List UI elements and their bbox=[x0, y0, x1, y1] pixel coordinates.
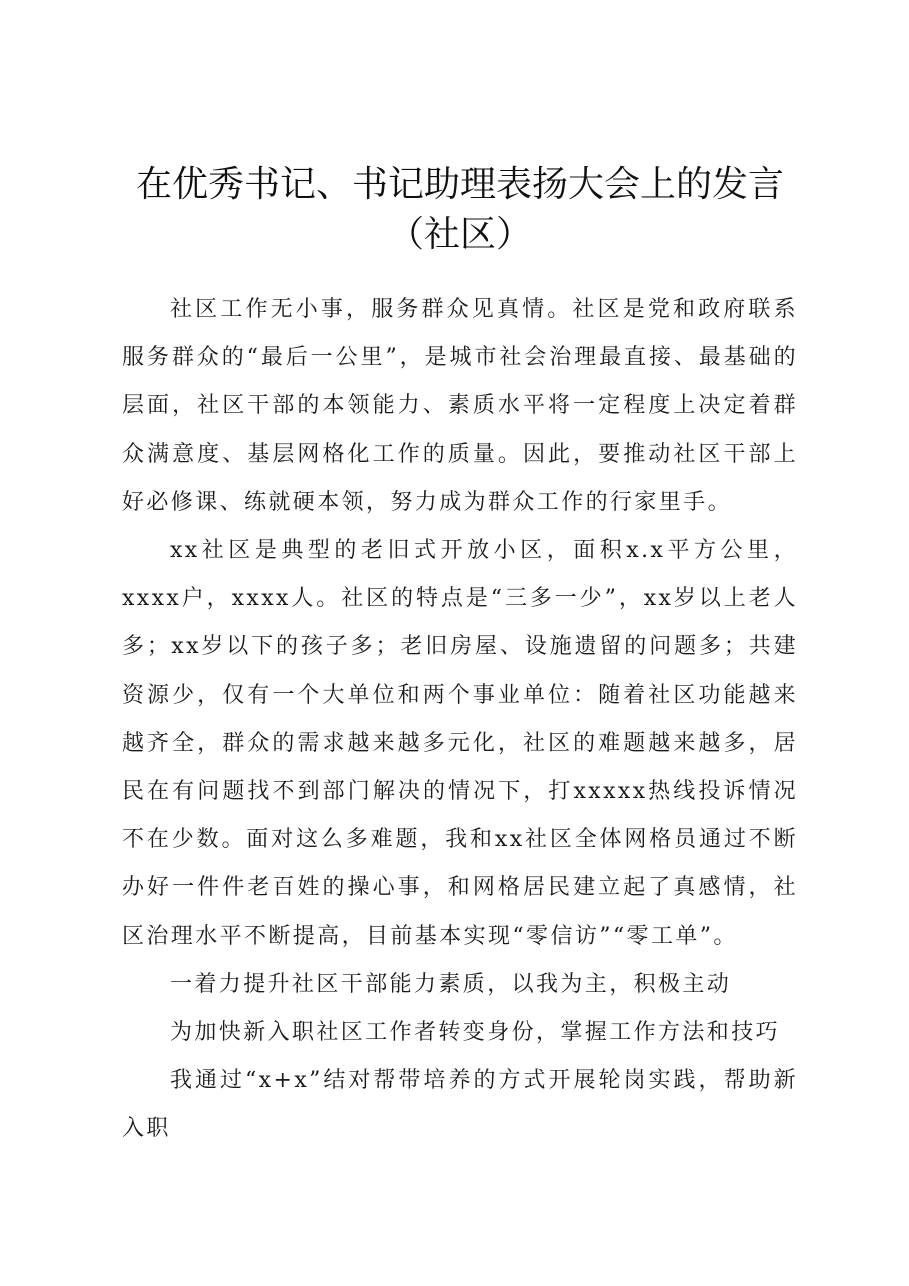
paragraph-community-overview: xx社区是典型的老旧式开放小区，面积x.x平方公里，xxxx户，xxxx人。社区的特点是“三多一少”，xx岁以上老人多；xx岁以下的孩子多；老旧房屋、设施遗留的问题多；共建资源少，仅有一个大单位和两个事业单位：随着社区功能越来越齐全，群众的需求越来越多元化，社区的难题越来越多，居民在有问题找不到部门解决的情况下，打xxxxx热线投诉情况不在少数。面对这么多难题，我和xx社区全体网格员通过不断办好一件件老百姓的操心事，和网格居民建立起了真感情，社区治理水平不断提高，目前基本实现“零信访”“零工单”。 bbox=[122, 538, 798, 949]
paragraph-section-body-continued: 我通过“x+x”结对帮带培养的方式开展轮岗实践，帮助新入职 bbox=[122, 1068, 798, 1142]
paragraph-section-heading: 一着力提升社区干部能力素质，以我为主，积极主动 bbox=[170, 971, 732, 997]
paragraph-intro: 社区工作无小事，服务群众见真情。社区是党和政府联系服务群众的“最后一公里”，是城市社会治理最直接、最基础的层面，社区干部的本领能力、素质水平将一定程度上决定着群众满意度、基层网格化工作的质量。因此，要推动社区干部上好必修课、练就硬本领，努力成为群众工作的行家里手。 bbox=[122, 297, 798, 515]
document-title: 在优秀书记、书记助理表扬大会上的发言（社区） bbox=[135, 164, 784, 255]
document-body bbox=[122, 286, 798, 1154]
paragraph-section-body: 为加快新入职社区工作者转变身份，掌握工作方法和技巧 bbox=[170, 1020, 781, 1046]
